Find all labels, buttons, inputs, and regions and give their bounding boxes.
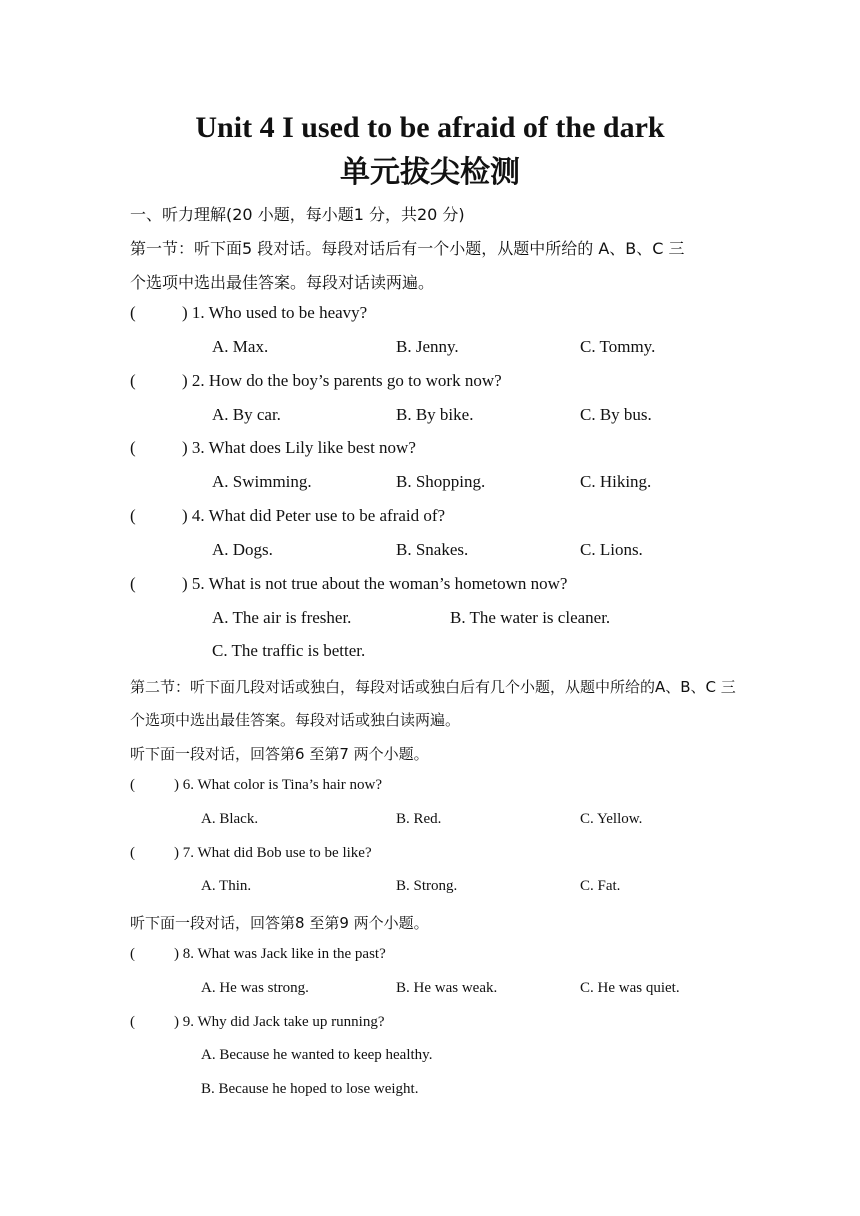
option-b: B. Strong. <box>396 878 458 894</box>
section-heading: 一、听力理解(20 小题，每小题1 分，共20 分) <box>130 205 465 224</box>
option-a: A. The air is fresher. <box>212 608 352 627</box>
page-subtitle: 单元拔尖检测 <box>340 155 520 190</box>
answer-blank[interactable]: ( <box>130 845 135 861</box>
answer-blank[interactable]: ( <box>130 777 135 793</box>
option-c: C. Tommy. <box>580 337 656 356</box>
question-3 <box>130 438 416 458</box>
option-b: B. The water is cleaner. <box>450 608 611 627</box>
question-8 <box>130 946 386 963</box>
option-b: B. He was weak. <box>396 980 498 996</box>
option-c: C. Hiking. <box>580 472 652 491</box>
question-stem: ) 1. Who used to be heavy? <box>182 303 368 322</box>
option-c: C. Fat. <box>580 878 621 894</box>
option-b: B. Red. <box>396 811 442 827</box>
option-b: B. Because he hoped to lose weight. <box>201 1081 419 1097</box>
option-a: A. Swimming. <box>212 472 312 491</box>
option-a: A. By car. <box>212 405 281 424</box>
question-stem: ) 7. What did Bob use to be like? <box>174 845 372 861</box>
question-6 <box>130 777 382 794</box>
question-4 <box>130 506 445 526</box>
answer-blank[interactable]: ( <box>130 371 136 390</box>
question-5 <box>130 574 567 594</box>
part1-instruction-line1: 第一节：听下面5 段对话。每段对话后有一个小题，从题中所给的 A、B、C 三 <box>130 239 685 258</box>
option-b: B. Snakes. <box>396 540 469 559</box>
question-stem: ) 5. What is not true about the woman’s hometown now? <box>182 574 568 593</box>
group1-intro: 听下面一段对话，回答第6 至第7 两个小题。 <box>130 745 429 763</box>
option-c: C. Lions. <box>580 540 643 559</box>
answer-blank[interactable]: ( <box>130 303 136 322</box>
option-b: B. By bike. <box>396 405 474 424</box>
question-stem: ) 8. What was Jack like in the past? <box>174 946 386 962</box>
question-stem: ) 2. How do the boy’s parents go to work now? <box>182 371 502 390</box>
option-c: C. The traffic is better. <box>212 641 366 660</box>
option-a: A. He was strong. <box>201 980 309 996</box>
question-stem: ) 4. What did Peter use to be afraid of? <box>182 506 446 525</box>
option-a: A. Black. <box>201 811 259 827</box>
question-stem: ) 6. What color is Tina’s hair now? <box>174 777 383 793</box>
answer-blank[interactable]: ( <box>130 946 135 962</box>
answer-blank[interactable]: ( <box>130 506 136 525</box>
part2-instruction-line2: 个选项中选出最佳答案。每段对话或独白读两遍。 <box>130 711 461 729</box>
option-a: A. Thin. <box>201 878 252 894</box>
option-c: C. Yellow. <box>580 811 643 827</box>
option-b: B. Jenny. <box>396 337 459 356</box>
question-7 <box>130 845 372 862</box>
question-stem: ) 3. What does Lily like best now? <box>182 438 416 457</box>
answer-blank[interactable]: ( <box>130 574 136 593</box>
option-c: C. He was quiet. <box>580 980 680 996</box>
question-1 <box>130 303 367 323</box>
answer-blank[interactable]: ( <box>130 438 136 457</box>
part2-instruction-line1: 第二节：听下面几段对话或独白，每段对话或独白后有几个小题，从题中所给的A、B、C 三 <box>130 678 736 696</box>
question-9 <box>130 1014 385 1031</box>
option-a: A. Because he wanted to keep healthy. <box>201 1047 433 1063</box>
question-2 <box>130 371 502 391</box>
option-a: A. Max. <box>212 337 269 356</box>
option-c: C. By bus. <box>580 405 652 424</box>
option-a: A. Dogs. <box>212 540 273 559</box>
page-title: Unit 4 I used to be afraid of the dark <box>195 111 665 144</box>
part1-instruction-line2: 个选项中选出最佳答案。每段对话读两遍。 <box>130 273 435 292</box>
group2-intro: 听下面一段对话，回答第8 至第9 两个小题。 <box>130 914 429 932</box>
answer-blank[interactable]: ( <box>130 1014 135 1030</box>
question-stem: ) 9. Why did Jack take up running? <box>174 1014 385 1030</box>
option-b: B. Shopping. <box>396 472 486 491</box>
